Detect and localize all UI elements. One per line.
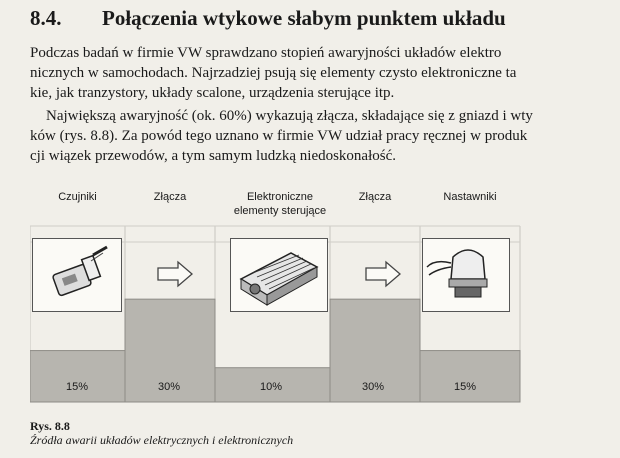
value-label-connectors-2: 30%	[361, 381, 385, 393]
sensor-image	[32, 238, 122, 312]
bar-0	[30, 351, 125, 402]
column-label-actuators: Nastawniki	[443, 191, 497, 203]
paragraph-2-line-1: Największą awaryjność (ok. 60%) wykazują złącza, składające się z gniazd i wty	[46, 108, 533, 124]
actuator-icon	[423, 239, 509, 311]
value-label-connectors-1: 30%	[157, 381, 181, 393]
paragraph-2-line-3: cji wiązek przewodów, a tym samym ludzką niedoskonałość.	[30, 148, 397, 164]
sensor-icon	[33, 239, 121, 311]
figure-failure-sources	[30, 190, 522, 412]
column-label-connectors-2: Złącza	[358, 191, 392, 203]
section-heading	[30, 6, 620, 31]
control-unit-icon	[231, 239, 327, 311]
paragraph-1-line-3: kie, jak tranzystory, układy scalone, urządzenia sterujące itp.	[30, 85, 395, 101]
value-label-sensors: 15%	[65, 381, 89, 393]
value-label-electronic-controls: 10%	[259, 381, 283, 393]
bar-4	[420, 351, 520, 402]
actuator-image	[422, 238, 510, 312]
paragraph-1-line-1: Podczas badań w firmie VW sprawdzano stopień awaryjności układów elektro	[30, 45, 502, 61]
arrow-right-icon	[364, 260, 402, 288]
figure-number: Rys. 8.8	[30, 419, 70, 433]
control-unit-image	[230, 238, 328, 312]
arrow-right-icon	[156, 260, 194, 288]
figure-caption: Źródła awarii układów elektrycznych i elektronicznych	[30, 433, 294, 447]
column-label-sensors: Czujniki	[58, 191, 97, 203]
section-title: Połączenia wtykowe słabym punktem układu	[102, 6, 506, 30]
value-label-actuators: 15%	[453, 381, 477, 393]
paragraph-2-line-2: ków (rys. 8.8). Za powód tego uznano w firmie VW udział pracy ręcznej w produk	[30, 128, 528, 144]
section-number: 8.4.	[30, 6, 62, 30]
column-label-connectors-1: Złącza	[153, 191, 187, 203]
paragraph-1-line-2: nicznych w samochodach. Najrzadziej psują się elementy czysto elektroniczne ta	[30, 65, 517, 81]
column-label-electronic-controls: Elektroniczne elementy sterujące	[233, 191, 327, 217]
